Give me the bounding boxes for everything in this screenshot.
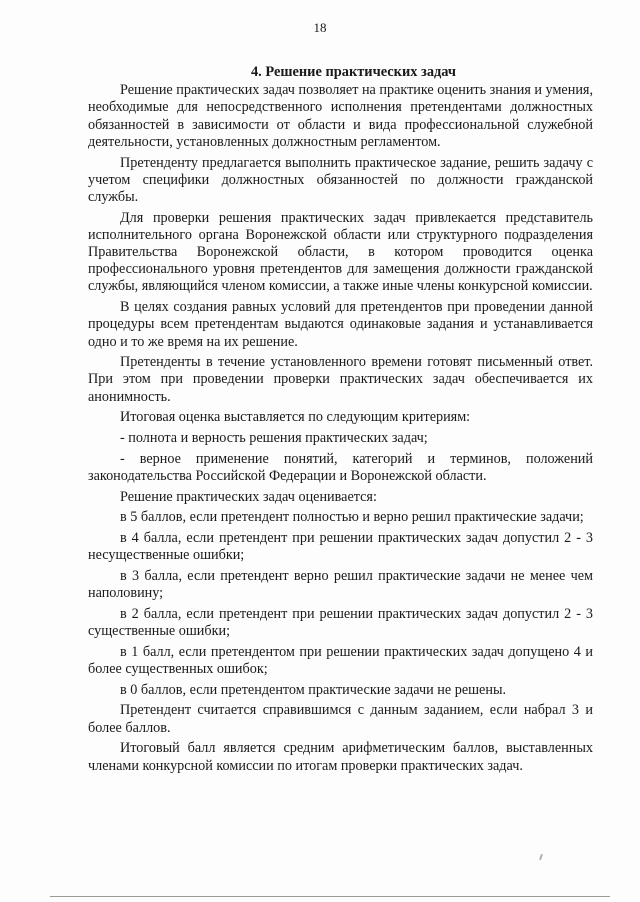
paragraph: Итоговый балл является средним арифметическим баллов, выставленных членами конкурсной комиссии по итогам проверки практических задач. <box>88 740 593 774</box>
paragraph: Решение практических задач позволяет на практике оценить знания и умения, необходимые для непосредственного исполнения претендентами должностных обязанностей в зависимости от области и вида профессиональной служебной деятельности, установленных должностным регламентом. <box>88 82 593 150</box>
paragraph: В целях создания равных условий для претендентов при проведении данной процедуры всем претендентам выдаются одинаковые задания и устанавливается одно и то же время на их решение. <box>88 299 593 350</box>
paragraph: Итоговая оценка выставляется по следующим критериям: <box>120 409 471 426</box>
scan-artifact <box>539 854 543 860</box>
criteria-item: - полнота и верность решения практических задач; <box>120 430 428 447</box>
page-number: 18 <box>313 20 327 35</box>
criteria-item: - верное применение понятий, категорий и терминов, положений законодательства Российской Федерации и Воронежской области. <box>88 450 593 484</box>
score-item: в 0 баллов, если претендентом практические задачи не решены. <box>120 681 507 698</box>
paragraph: Претенденты в течение установленного времени готовят письменный ответ. При этом при проведении проверки практических задач обеспечивается их анонимность. <box>88 354 593 405</box>
paragraph: Претенденту предлагается выполнить практическое задание, решить задачу с учетом специфики должностных обязанностей по должности гражданской службы. <box>88 154 593 205</box>
score-item: в 5 баллов, если претендент полностью и верно решил практические задачи; <box>120 509 584 526</box>
score-item: в 3 балла, если претендент верно решил практические задачи не менее чем наполовину; <box>88 567 593 602</box>
section-heading: 4. Решение практических задач <box>250 64 457 80</box>
score-item: в 2 балла, если претендент при решении практических задач допустил 2 - 3 существенные ошибки; <box>88 605 593 640</box>
score-item: в 4 балла, если претендент при решении практических задач допустил 2 - 3 несущественные ошибки; <box>88 530 593 564</box>
score-item: в 1 балл, если претендентом при решении практических задач допущено 4 и более существенных ошибок; <box>88 643 593 677</box>
page-bottom-edge <box>50 896 610 897</box>
paragraph: Решение практических задач оценивается: <box>120 488 377 505</box>
paragraph: Претендент считается справившимся с данным заданием, если набрал 3 и более баллов. <box>88 702 593 736</box>
document-body <box>88 64 593 778</box>
paragraph: Для проверки решения практических задач привлекается представитель исполнительного органа Воронежской области или структурного подразделения Правительства Воронежской области, в котором проводится оценка профессионального уровня претендентов для замещения должности гражданской службы, являющийся членом комиссии, а также иные члены конкурсной комиссии. <box>88 209 593 295</box>
